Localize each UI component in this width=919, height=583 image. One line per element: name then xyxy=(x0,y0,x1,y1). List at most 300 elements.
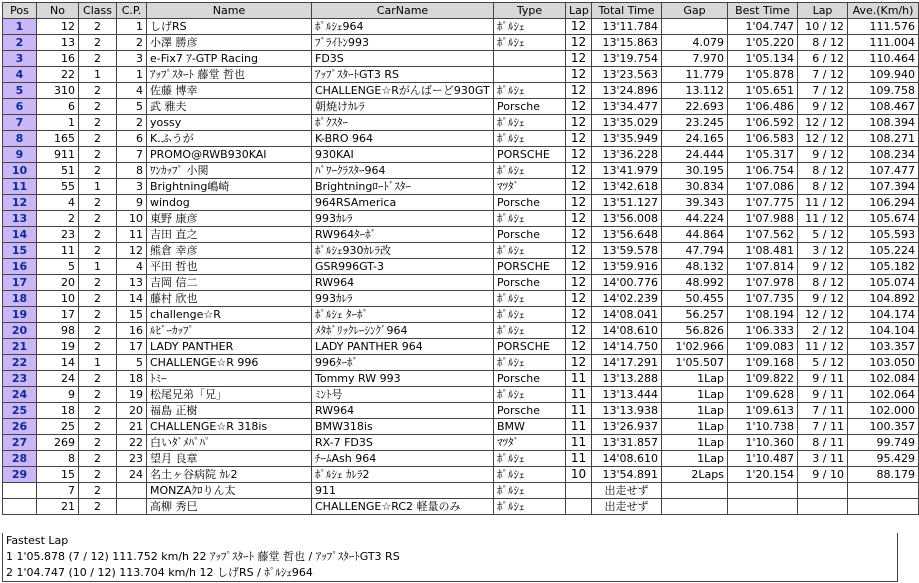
cell-total-time: 14'14.750 xyxy=(592,339,662,355)
cell-total-time: 13'13.938 xyxy=(592,403,662,419)
cell-cp: 1 xyxy=(117,19,147,35)
table-row xyxy=(3,243,919,259)
cell-best-lap: 12 / 12 xyxy=(798,115,848,131)
cell-type: ﾎﾟﾙｼｪ xyxy=(494,83,566,99)
table-row xyxy=(3,387,919,403)
cell-lap: 11 xyxy=(566,403,592,419)
cell-total-time: 14'17.291 xyxy=(592,355,662,371)
cell-pos: 14 xyxy=(3,227,37,243)
cell-best-time: 1'07.978 xyxy=(728,275,798,291)
cell-cp: 3 xyxy=(117,179,147,195)
cell-average: 105.182 xyxy=(848,259,919,275)
header-total-time: Total Time xyxy=(592,3,662,19)
cell-class: 1 xyxy=(79,259,117,275)
cell-best-lap: 12 / 12 xyxy=(798,131,848,147)
cell-gap: 4.079 xyxy=(662,35,728,51)
cell-carname: ﾎﾟﾙｼｪ964 xyxy=(312,19,494,35)
cell-name: 東野 康彦 xyxy=(147,211,312,227)
cell-type: Porsche xyxy=(494,99,566,115)
cell-total-time: 13'35.949 xyxy=(592,131,662,147)
cell-carname: 930KAI xyxy=(312,147,494,163)
cell-cp: 1 xyxy=(117,67,147,83)
cell-pos xyxy=(3,499,37,515)
cell-best-time: 1'08.481 xyxy=(728,243,798,259)
cell-type: PORSCHE xyxy=(494,147,566,163)
cell-class: 2 xyxy=(79,147,117,163)
cell-lap: 12 xyxy=(566,51,592,67)
cell-average: 105.074 xyxy=(848,275,919,291)
cell-type xyxy=(494,51,566,67)
cell-total-time: 13'11.784 xyxy=(592,19,662,35)
cell-pos: 15 xyxy=(3,243,37,259)
cell-cp: 14 xyxy=(117,291,147,307)
cell-total-time: 14'08.041 xyxy=(592,307,662,323)
cell-lap: 12 xyxy=(566,227,592,243)
cell-no: 10 xyxy=(37,291,79,307)
cell-total-time: 13'13.444 xyxy=(592,387,662,403)
cell-best-lap: 11 / 12 xyxy=(798,211,848,227)
cell-average: 104.174 xyxy=(848,307,919,323)
cell-cp: 13 xyxy=(117,275,147,291)
cell-pos: 10 xyxy=(3,163,37,179)
cell-name: 吉田 直之 xyxy=(147,227,312,243)
cell-average: 104.104 xyxy=(848,323,919,339)
cell-best-lap: 7 / 11 xyxy=(798,419,848,435)
cell-best-time: 1'05.220 xyxy=(728,35,798,51)
cell-name: 名土ヶ谷病院 ｶﾚ2 xyxy=(147,467,312,483)
table-row xyxy=(3,499,919,515)
cell-type: ﾎﾟﾙｼｪ xyxy=(494,19,566,35)
cell-total-time: 13'26.937 xyxy=(592,419,662,435)
cell-type: ﾎﾟﾙｼｪ xyxy=(494,499,566,515)
cell-average xyxy=(848,483,919,499)
cell-lap: 12 xyxy=(566,163,592,179)
table-row xyxy=(3,179,919,195)
cell-type xyxy=(494,67,566,83)
table-row xyxy=(3,211,919,227)
cell-best-lap xyxy=(798,499,848,515)
cell-pos: 26 xyxy=(3,419,37,435)
fastest-lap-title: Fastest Lap xyxy=(6,534,69,547)
cell-class: 2 xyxy=(79,19,117,35)
cell-best-time: 1'07.988 xyxy=(728,211,798,227)
cell-total-time: 13'59.578 xyxy=(592,243,662,259)
cell-best-lap: 9 / 11 xyxy=(798,387,848,403)
cell-average: 102.064 xyxy=(848,387,919,403)
cell-no: 911 xyxy=(37,147,79,163)
cell-average: 102.084 xyxy=(848,371,919,387)
cell-no: 21 xyxy=(37,499,79,515)
cell-best-time: 1'07.735 xyxy=(728,291,798,307)
cell-best-time: 1'10.360 xyxy=(728,435,798,451)
cell-gap: 24.444 xyxy=(662,147,728,163)
cell-gap: 1Lap xyxy=(662,451,728,467)
cell-no: 17 xyxy=(37,307,79,323)
cell-gap: 48.992 xyxy=(662,275,728,291)
cell-carname: 911 xyxy=(312,483,494,499)
cell-best-time: 1'06.486 xyxy=(728,99,798,115)
cell-gap: 2Laps xyxy=(662,467,728,483)
cell-no: 12 xyxy=(37,19,79,35)
cell-no: 16 xyxy=(37,51,79,67)
cell-no: 7 xyxy=(37,483,79,499)
cell-no: 2 xyxy=(37,211,79,227)
cell-pos: 24 xyxy=(3,387,37,403)
cell-best-time: 1'05.651 xyxy=(728,83,798,99)
cell-best-lap: 3 / 12 xyxy=(798,243,848,259)
cell-class: 2 xyxy=(79,131,117,147)
cell-type: Porsche xyxy=(494,371,566,387)
cell-average: 110.464 xyxy=(848,51,919,67)
cell-total-time: 13'42.618 xyxy=(592,179,662,195)
cell-lap: 10 xyxy=(566,467,592,483)
cell-best-time: 1'05.134 xyxy=(728,51,798,67)
cell-no: 4 xyxy=(37,195,79,211)
cell-gap: 30.834 xyxy=(662,179,728,195)
cell-lap: 11 xyxy=(566,371,592,387)
cell-cp: 21 xyxy=(117,419,147,435)
cell-average: 105.224 xyxy=(848,243,919,259)
cell-gap: 7.970 xyxy=(662,51,728,67)
cell-class: 2 xyxy=(79,99,117,115)
cell-pos: 20 xyxy=(3,323,37,339)
cell-no: 165 xyxy=(37,131,79,147)
cell-cp: 4 xyxy=(117,259,147,275)
cell-carname: 993ｶﾚﾗ xyxy=(312,291,494,307)
cell-best-time: 1'06.333 xyxy=(728,323,798,339)
cell-gap xyxy=(662,483,728,499)
cell-best-time: 1'06.592 xyxy=(728,115,798,131)
table-row xyxy=(3,147,919,163)
cell-pos: 12 xyxy=(3,195,37,211)
table-row xyxy=(3,355,919,371)
cell-name: 福島 正樹 xyxy=(147,403,312,419)
header-best-time: Best Time xyxy=(728,3,798,19)
cell-pos: 23 xyxy=(3,371,37,387)
cell-best-time: 1'08.194 xyxy=(728,307,798,323)
cell-best-lap: 11 / 12 xyxy=(798,195,848,211)
cell-type: ﾎﾟﾙｼｪ xyxy=(494,35,566,51)
cell-lap: 12 xyxy=(566,243,592,259)
cell-class: 2 xyxy=(79,307,117,323)
cell-average: 107.394 xyxy=(848,179,919,195)
cell-total-time: 13'51.127 xyxy=(592,195,662,211)
cell-carname: Tommy RW 993 xyxy=(312,371,494,387)
table-row xyxy=(3,291,919,307)
cell-gap: 30.195 xyxy=(662,163,728,179)
cell-best-time: 1'10.738 xyxy=(728,419,798,435)
cell-no: 25 xyxy=(37,419,79,435)
cell-lap: 12 xyxy=(566,355,592,371)
table-row xyxy=(3,483,919,499)
cell-class: 2 xyxy=(79,291,117,307)
cell-no: 18 xyxy=(37,403,79,419)
cell-total-time: 13'34.477 xyxy=(592,99,662,115)
cell-name: e-Fix7 ｱ-GTP Racing xyxy=(147,51,312,67)
cell-gap: 22.693 xyxy=(662,99,728,115)
cell-best-time: 1'09.613 xyxy=(728,403,798,419)
cell-average: 103.050 xyxy=(848,355,919,371)
cell-name: しげRS xyxy=(147,19,312,35)
cell-average: 103.357 xyxy=(848,339,919,355)
table-row xyxy=(3,467,919,483)
cell-lap xyxy=(566,483,592,499)
cell-type: ﾎﾟﾙｼｪ xyxy=(494,355,566,371)
cell-total-time: 13'35.029 xyxy=(592,115,662,131)
cell-pos: 3 xyxy=(3,51,37,67)
cell-class: 2 xyxy=(79,403,117,419)
cell-best-time: 1'07.775 xyxy=(728,195,798,211)
cell-no: 269 xyxy=(37,435,79,451)
cell-pos: 1 xyxy=(3,19,37,35)
cell-total-time: 13'36.228 xyxy=(592,147,662,163)
cell-best-time: 1'05.317 xyxy=(728,147,798,163)
cell-best-lap: 7 / 12 xyxy=(798,67,848,83)
cell-class: 2 xyxy=(79,275,117,291)
table-row xyxy=(3,339,919,355)
cell-carname: ﾁｰﾑAsh 964 xyxy=(312,451,494,467)
cell-name: yossy xyxy=(147,115,312,131)
cell-name: LADY PANTHER xyxy=(147,339,312,355)
cell-cp: 22 xyxy=(117,435,147,451)
cell-gap: 44.864 xyxy=(662,227,728,243)
cell-gap: 50.455 xyxy=(662,291,728,307)
cell-best-lap: 9 / 12 xyxy=(798,99,848,115)
cell-lap: 12 xyxy=(566,195,592,211)
cell-pos: 13 xyxy=(3,211,37,227)
cell-best-time: 1'09.168 xyxy=(728,355,798,371)
cell-type: Porsche xyxy=(494,403,566,419)
cell-cp: 23 xyxy=(117,451,147,467)
cell-name: ｱｯﾌﾟｽﾀｰﾄ 藤堂 哲也 xyxy=(147,67,312,83)
cell-average: 111.004 xyxy=(848,35,919,51)
cell-lap: 12 xyxy=(566,67,592,83)
header-gap: Gap xyxy=(662,3,728,19)
cell-total-time: 13'56.008 xyxy=(592,211,662,227)
cell-best-lap: 9 / 12 xyxy=(798,147,848,163)
cell-pos: 22 xyxy=(3,355,37,371)
cell-name: CHALLENGE☆R 318is xyxy=(147,419,312,435)
cell-total-time: 13'31.857 xyxy=(592,435,662,451)
cell-class: 2 xyxy=(79,483,117,499)
cell-gap: 1Lap xyxy=(662,371,728,387)
cell-best-lap: 9 / 12 xyxy=(798,259,848,275)
cell-cp: 12 xyxy=(117,243,147,259)
cell-name: 高柳 秀巳 xyxy=(147,499,312,515)
cell-name: windog xyxy=(147,195,312,211)
table-row xyxy=(3,67,919,83)
cell-average: 108.271 xyxy=(848,131,919,147)
cell-lap xyxy=(566,499,592,515)
header-class: Class xyxy=(79,3,117,19)
cell-average: 111.576 xyxy=(848,19,919,35)
header-pos: Pos xyxy=(3,3,37,19)
cell-carname: ﾎﾟﾙｼｪ ｶﾚﾗ2 xyxy=(312,467,494,483)
cell-class: 2 xyxy=(79,211,117,227)
cell-pos: 9 xyxy=(3,147,37,163)
cell-lap: 12 xyxy=(566,291,592,307)
cell-name: K.ふうが xyxy=(147,131,312,147)
cell-gap: 1'02.966 xyxy=(662,339,728,355)
cell-carname: 964RSAmerica xyxy=(312,195,494,211)
table-row xyxy=(3,419,919,435)
cell-pos: 27 xyxy=(3,435,37,451)
cell-best-time: 1'06.754 xyxy=(728,163,798,179)
cell-carname: ﾎﾟﾙｼｪ930ｶﾚﾗ改 xyxy=(312,243,494,259)
cell-gap: 11.779 xyxy=(662,67,728,83)
table-row xyxy=(3,371,919,387)
cell-best-lap: 7 / 11 xyxy=(798,403,848,419)
cell-cp: 17 xyxy=(117,339,147,355)
table-row xyxy=(3,83,919,99)
cell-no: 24 xyxy=(37,371,79,387)
cell-gap: 1Lap xyxy=(662,435,728,451)
cell-lap: 12 xyxy=(566,35,592,51)
cell-name: Brightning嶋崎 xyxy=(147,179,312,195)
header-no: No xyxy=(37,3,79,19)
cell-best-lap: 3 / 11 xyxy=(798,451,848,467)
cell-type: ﾎﾟﾙｼｪ xyxy=(494,307,566,323)
cell-carname: ﾐﾝﾄ号 xyxy=(312,387,494,403)
cell-carname: 993ｶﾚﾗ xyxy=(312,211,494,227)
cell-name: 小澤 勝彦 xyxy=(147,35,312,51)
cell-carname: FD3S xyxy=(312,51,494,67)
cell-average: 95.429 xyxy=(848,451,919,467)
cell-carname: ﾎﾟﾙｼｪ ﾀｰﾎﾞ xyxy=(312,307,494,323)
cell-carname: BMW318is xyxy=(312,419,494,435)
cell-average: 108.394 xyxy=(848,115,919,131)
cell-best-lap: 12 / 12 xyxy=(798,307,848,323)
cell-pos: 19 xyxy=(3,307,37,323)
results-table xyxy=(2,2,919,515)
cell-no: 13 xyxy=(37,35,79,51)
cell-cp: 7 xyxy=(117,147,147,163)
cell-cp: 5 xyxy=(117,99,147,115)
cell-gap: 23.245 xyxy=(662,115,728,131)
cell-no: 98 xyxy=(37,323,79,339)
cell-best-time: 1'09.822 xyxy=(728,371,798,387)
cell-average: 108.467 xyxy=(848,99,919,115)
cell-gap xyxy=(662,499,728,515)
cell-gap: 44.224 xyxy=(662,211,728,227)
cell-best-time: 1'10.487 xyxy=(728,451,798,467)
cell-best-lap: 10 / 12 xyxy=(798,19,848,35)
cell-type: ﾎﾟﾙｼｪ xyxy=(494,211,566,227)
cell-carname: LADY PANTHER 964 xyxy=(312,339,494,355)
fastest-lap-section xyxy=(2,533,898,582)
cell-type: PORSCHE xyxy=(494,259,566,275)
cell-carname: RX-7 FD3S xyxy=(312,435,494,451)
cell-carname: K-BRO 964 xyxy=(312,131,494,147)
table-row xyxy=(3,51,919,67)
cell-type: Porsche xyxy=(494,195,566,211)
cell-best-lap: 9 / 12 xyxy=(798,291,848,307)
cell-carname: ｱｯﾌﾟｽﾀｰﾄGT3 RS xyxy=(312,67,494,83)
cell-pos: 5 xyxy=(3,83,37,99)
table-row xyxy=(3,435,919,451)
cell-pos: 28 xyxy=(3,451,37,467)
cell-type: Porsche xyxy=(494,275,566,291)
table-row xyxy=(3,131,919,147)
cell-best-lap: 7 / 12 xyxy=(798,83,848,99)
table-row xyxy=(3,99,919,115)
cell-pos: 8 xyxy=(3,131,37,147)
cell-gap: 56.257 xyxy=(662,307,728,323)
cell-pos: 11 xyxy=(3,179,37,195)
cell-no: 23 xyxy=(37,227,79,243)
cell-cp: 2 xyxy=(117,115,147,131)
cell-type: ﾎﾟﾙｼｪ xyxy=(494,291,566,307)
cell-type: PORSCHE xyxy=(494,339,566,355)
cell-name: 白いﾀﾞﾒﾊﾟﾊﾟ xyxy=(147,435,312,451)
cell-cp: 5 xyxy=(117,355,147,371)
cell-name: MONZAｸﾛりん太 xyxy=(147,483,312,499)
cell-type: ﾏﾂﾀﾞ xyxy=(494,179,566,195)
cell-best-lap: 8 / 12 xyxy=(798,275,848,291)
cell-cp: 11 xyxy=(117,227,147,243)
cell-no: 8 xyxy=(37,451,79,467)
cell-best-lap: 9 / 10 xyxy=(798,467,848,483)
cell-no: 22 xyxy=(37,67,79,83)
cell-gap: 48.132 xyxy=(662,259,728,275)
cell-carname: RW964 xyxy=(312,403,494,419)
cell-type: BMW xyxy=(494,419,566,435)
cell-no: 14 xyxy=(37,355,79,371)
cell-cp xyxy=(117,499,147,515)
cell-best-time: 1'06.583 xyxy=(728,131,798,147)
cell-name: 平田 哲也 xyxy=(147,259,312,275)
cell-best-time xyxy=(728,499,798,515)
cell-best-lap: 8 / 12 xyxy=(798,163,848,179)
cell-class: 2 xyxy=(79,83,117,99)
cell-best-lap: 11 / 12 xyxy=(798,339,848,355)
cell-lap: 12 xyxy=(566,275,592,291)
cell-no: 15 xyxy=(37,467,79,483)
cell-pos: 18 xyxy=(3,291,37,307)
cell-name: ﾄﾐｰ xyxy=(147,371,312,387)
cell-cp: 9 xyxy=(117,195,147,211)
cell-total-time: 14'08.610 xyxy=(592,451,662,467)
cell-best-lap: 2 / 12 xyxy=(798,323,848,339)
cell-total-time: 出走せず xyxy=(592,483,662,499)
cell-gap: 56.826 xyxy=(662,323,728,339)
header-type: Type xyxy=(494,3,566,19)
cell-class: 2 xyxy=(79,163,117,179)
cell-name: ﾙﾋﾞｰｶｯﾌﾟ xyxy=(147,323,312,339)
cell-carname: 996ﾀｰﾎﾞ xyxy=(312,355,494,371)
table-row xyxy=(3,227,919,243)
cell-cp: 10 xyxy=(117,211,147,227)
cell-lap: 12 xyxy=(566,115,592,131)
cell-type: Porsche xyxy=(494,227,566,243)
cell-lap: 12 xyxy=(566,211,592,227)
cell-type: ﾎﾟﾙｼｪ xyxy=(494,387,566,403)
cell-class: 2 xyxy=(79,451,117,467)
header-best-lap: Lap xyxy=(798,3,848,19)
cell-no: 310 xyxy=(37,83,79,99)
cell-gap: 47.794 xyxy=(662,243,728,259)
cell-pos: 6 xyxy=(3,99,37,115)
cell-no: 55 xyxy=(37,179,79,195)
cell-average: 100.357 xyxy=(848,419,919,435)
cell-cp: 6 xyxy=(117,131,147,147)
cell-class: 1 xyxy=(79,355,117,371)
cell-no: 20 xyxy=(37,275,79,291)
cell-total-time: 13'13.288 xyxy=(592,371,662,387)
cell-pos: 2 xyxy=(3,35,37,51)
cell-no: 11 xyxy=(37,243,79,259)
table-row xyxy=(3,275,919,291)
